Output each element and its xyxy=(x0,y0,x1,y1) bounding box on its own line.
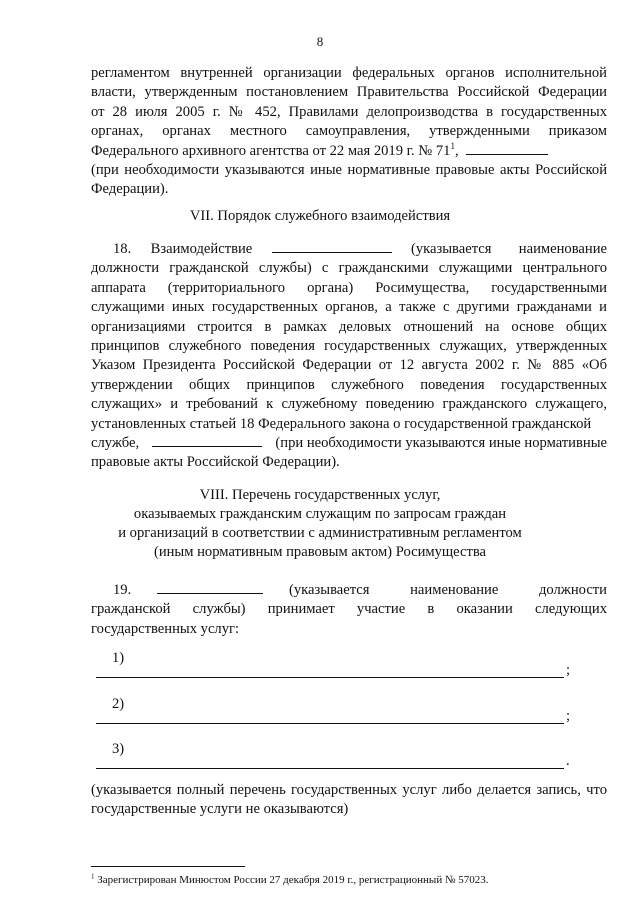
intro-paragraph xyxy=(91,64,607,200)
page-number: 8 xyxy=(316,34,324,49)
intro-comma: , xyxy=(454,142,459,159)
fill-in-line xyxy=(96,677,564,678)
p19-number: 19. xyxy=(113,582,132,598)
fill-in-line xyxy=(96,768,564,769)
intro-line: Федерации). xyxy=(91,181,169,198)
intro-line: регламентом внутренней организации федеральных органов исполнительной xyxy=(91,65,607,81)
fill-in-blank xyxy=(152,445,262,447)
section-heading: VII. Порядок служебного взаимодействия xyxy=(189,208,451,224)
p19-hint: (указывается наименование должности xyxy=(289,582,607,598)
service-item xyxy=(0,696,640,726)
fill-in-blank xyxy=(272,251,392,253)
section-heading-line: (иным нормативным правовым актом) Росимущества xyxy=(153,544,487,560)
p18-word: Взаимодействие xyxy=(150,241,253,257)
p18-body: должности гражданской службы) с гражданскими служащими центрального аппарата (территориального органа) Росимущества, государственными служащими иных государственных органов, а также с другими гражданами и организациями строится в рамках деловых отношений на основе общих принципов служебного поведения государственных служащих, утвержденных Указом Президента Российской Федерации от 12 августа 2002 г. № 885 «Об утверждении общих принципов служебного поведения государственных служащих» и требований к служебному поведению гражданского служащего, установленных статьей 18 Федерального закона о государственной гражданской xyxy=(91,260,607,432)
footnote-number: 1 xyxy=(91,872,95,881)
intro-line: от 28 июля 2005 г. № 452, Правилами делопроизводства в государственных xyxy=(91,103,607,120)
intro-line: власти, утвержденным постановлением Правительства Российской Федерации xyxy=(91,84,607,101)
fill-in-blank xyxy=(157,592,263,594)
section-heading-line: и организаций в соответствии с административным регламентом xyxy=(118,525,522,541)
service-item-end: ; xyxy=(566,708,571,724)
footnote-divider xyxy=(91,866,245,867)
p19-first-line xyxy=(91,581,607,600)
section-heading-line: оказываемых гражданским служащим по запросам граждан xyxy=(133,506,507,522)
p19-end: государственных услуг: xyxy=(91,620,240,637)
p18-hint: (указывается наименование xyxy=(410,241,607,257)
services-note: (указывается полный перечень государственных услуг либо делается запись, что государственные услуги не оказываются) xyxy=(91,782,607,818)
service-item-number: 2) xyxy=(112,696,125,712)
p18-end: правовые акты Российской Федерации). xyxy=(91,454,340,471)
footnote xyxy=(91,874,488,886)
service-item-end: . xyxy=(566,753,570,769)
service-item-end: ; xyxy=(566,662,571,678)
footnote-marker: 1 xyxy=(450,140,455,151)
service-item-number: 1) xyxy=(112,650,125,666)
p18-hint: (при необходимости указываются иные нормативные xyxy=(275,435,607,452)
p18-word: службе, xyxy=(91,435,140,452)
intro-line xyxy=(91,142,607,161)
intro-line: органах, органах местного самоуправления, утвержденными приказом xyxy=(91,123,607,140)
p18-last-line xyxy=(91,434,607,453)
fill-in-blank xyxy=(466,153,548,155)
section-heading-line: VIII. Перечень государственных услуг, xyxy=(199,487,441,503)
paragraph-19 xyxy=(91,581,607,639)
paragraph-18 xyxy=(91,240,607,473)
p18-first-line xyxy=(91,240,607,259)
p18-number: 18. xyxy=(113,241,132,257)
p19-body: гражданской службы) принимает участие в оказании следующих xyxy=(91,601,607,618)
service-item-number: 3) xyxy=(112,741,125,757)
footnote-text: Зарегистрирован Минюстом России 27 декабря 2019 г., регистрационный № 57023. xyxy=(97,874,489,886)
service-item xyxy=(0,650,640,680)
intro-line-text: Федерального архивного агентства от 22 мая 2019 г. № 71 xyxy=(91,142,451,159)
intro-line: (при необходимости указываются иные нормативные правовые акты Российской xyxy=(91,162,607,179)
service-item xyxy=(0,741,640,771)
fill-in-line xyxy=(96,723,564,724)
